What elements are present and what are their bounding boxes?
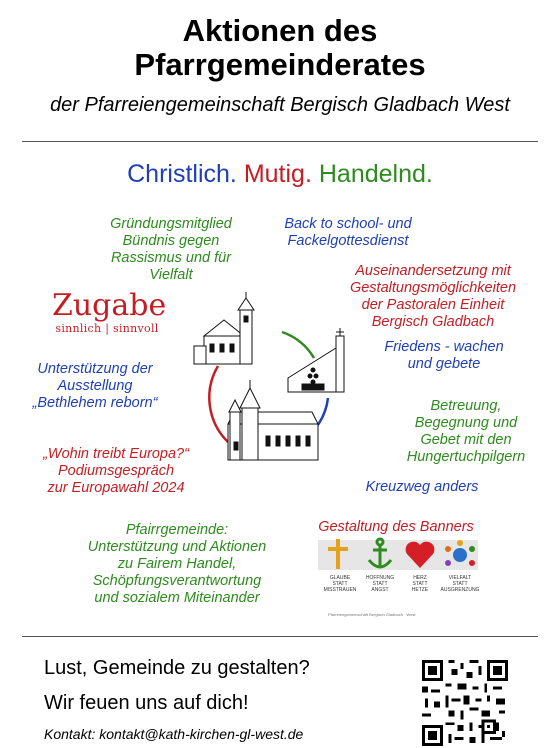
- item-gruendungsmitglied: Gründungsmitglied Bündnis gegen Rassismus und für Vielfalt: [110, 216, 232, 283]
- motto-handelnd: Handelnd.: [318, 160, 433, 188]
- item-fairer-handel: Pfairrgemeinde: Unterstützung und Aktionen zu Fairem Handel, Schöpfungsverantwortung und sozialem Miteinander: [87, 522, 267, 606]
- banner-symbols: [318, 536, 480, 574]
- item-auseinandersetzung: Auseinandersetzung mit Gestaltungsmöglichkeiten der Pastoralen Einheit Bergisch Gladbach: [349, 263, 517, 330]
- qr-code[interactable]: [422, 660, 508, 746]
- item-back-to-school: Back to school- und Fackelgottesdienst: [284, 216, 412, 249]
- banner-label-hoffnung: HOFFNUNG STATT ANGST: [365, 575, 395, 593]
- motto-mutig: Mutig.: [243, 160, 312, 188]
- item-friedens-wachen: Friedens - wachen und gebete: [384, 339, 504, 372]
- cta-line-1: Lust, Gemeinde zu gestalten?: [44, 657, 310, 679]
- banner-label-vielfalt: VIELFALT STATT AUSGRENZUNG: [440, 575, 480, 593]
- motto: [0, 158, 560, 190]
- zugabe-logo: [52, 288, 167, 335]
- globe-people-icon: [445, 540, 475, 566]
- red-arc: [209, 366, 228, 442]
- subtitle: der Pfarreiengemeinschaft Bergisch Gladbach West: [50, 94, 510, 116]
- bottom-divider: [22, 636, 538, 637]
- cta-line-2: Wir feuen uns auf dich!: [44, 692, 249, 714]
- title-line-1: Aktionen des: [182, 13, 378, 48]
- church-left-icon: [194, 292, 254, 364]
- banner-label-glaube: GLAUBE STATT MISSTRAUEN: [323, 575, 357, 593]
- zugabe-logo-tagline: sinnlich | sinnvoll: [55, 322, 159, 335]
- zugabe-logo-word: Zugabe: [52, 288, 167, 323]
- item-betreuung-hungertuchpilger: Betreuung, Begegnung und Gebet mit den Hungertuchpilgern: [406, 398, 526, 465]
- church-right-icon: [288, 328, 344, 392]
- item-banner-title: Gestaltung des Banners: [318, 519, 474, 535]
- green-arc: [282, 332, 314, 358]
- church-circle-graphic: [190, 292, 360, 470]
- banner-label-herz: HERZ STATT HETZE: [411, 575, 429, 593]
- item-ausstellung: Unterstützung der Ausstellung „Bethlehem reborn“: [32, 361, 158, 411]
- item-europa-podium: „Wohin treibt Europa?“ Podiumsgespräch zur Europawahl 2024: [43, 446, 189, 496]
- cross-icon: [328, 539, 348, 569]
- top-divider: [22, 141, 538, 142]
- item-kreuzweg-anders: Kreuzweg anders: [365, 479, 479, 495]
- motto-christlich: Christlich.: [127, 160, 237, 188]
- title-line-2: Pfarrgemeinderates: [134, 47, 426, 82]
- heart-icon: [406, 542, 435, 568]
- contact-email[interactable]: Kontakt: kontakt@kath-kirchen-gl-west.de: [44, 726, 304, 742]
- banner-footer-text: Pfarreiengemeinschaft Bergisch Gladbach · West: [328, 612, 416, 617]
- anchor-icon: [369, 539, 391, 568]
